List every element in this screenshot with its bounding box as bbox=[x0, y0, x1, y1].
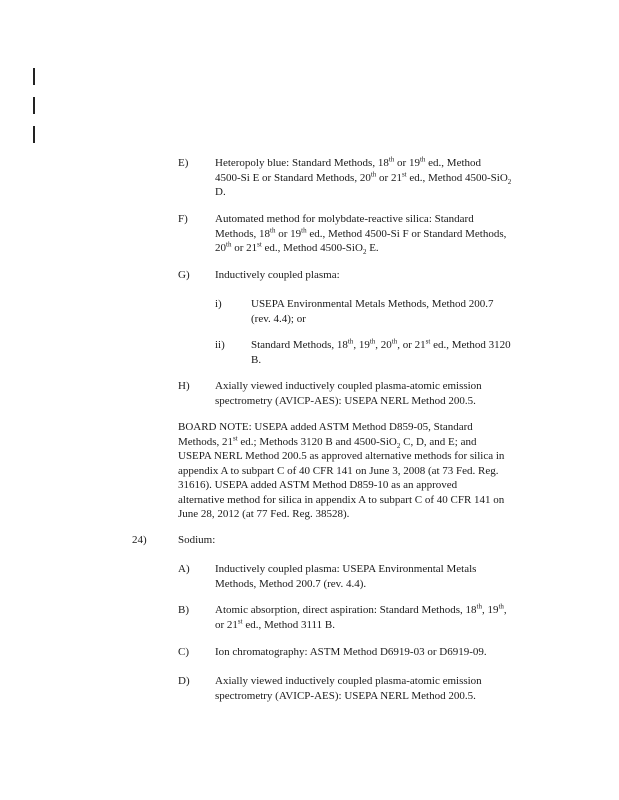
item-f-text bbox=[215, 212, 555, 256]
sodium-b-line-1: Atomic absorption, direct aspiration: Standard Methods, 18th, 19th, bbox=[215, 602, 507, 616]
board-note-line-7: June 28, 2012 (at 77 Fed. Reg. 38528). bbox=[178, 508, 350, 520]
board-note-line-6: alternative method for silica in appendix A to subpart C of 40 CFR 141 on bbox=[178, 493, 505, 506]
item-e-line-2: 4500-Si E or Standard Methods, 20th or 21st ed., Method 4500-SiO$_2$ bbox=[215, 169, 512, 186]
sodium-label-d: D) bbox=[178, 675, 190, 687]
sodium-b-line-2: or 21st ed., Method 3111 B. bbox=[215, 616, 335, 631]
board-note-line-1: BOARD NOTE: USEPA added ASTM Method D859-05, Standard bbox=[178, 421, 473, 433]
subitem-ii-line-1: Standard Methods, 18th, 19th, 20th, or 21st ed., Method 3120 bbox=[251, 337, 511, 351]
item-h-text bbox=[215, 379, 555, 408]
sodium-label-b: B) bbox=[178, 604, 189, 616]
sodium-label-c: C) bbox=[178, 646, 189, 658]
sodium-label-a: A) bbox=[178, 563, 190, 575]
sodium-a-line-2: Methods, Method 200.7 (rev. 4.4). bbox=[215, 577, 367, 590]
sodium-b-text bbox=[215, 603, 555, 632]
item-g-text: Inductively coupled plasma: bbox=[215, 269, 340, 281]
sodium-a-line-1: Inductively coupled plasma: USEPA Environmental Metals bbox=[215, 563, 477, 575]
item-h-line-2: spectrometry (AVICP-AES): USEPA NERL Method 200.5. bbox=[215, 394, 476, 407]
sodium-d-text bbox=[215, 674, 555, 703]
board-note-line-5: 31616). USEPA added ASTM Method D859-10 as an approved bbox=[178, 479, 458, 491]
revision-bar bbox=[33, 126, 35, 143]
board-note-line-2: Methods, 21st ed.; Methods 3120 B and 4500-SiO$_2$ C, D, and E; and bbox=[178, 433, 477, 450]
item-e-text bbox=[215, 156, 555, 200]
item-label-h: H) bbox=[178, 380, 190, 392]
sodium-c-text: Ion chromatography: ASTM Method D6919-03 or D6919-09. bbox=[215, 646, 487, 658]
item-f-line-2: Methods, 18th or 19th ed., Method 4500-Si F or Standard Methods, bbox=[215, 225, 507, 240]
item-e-line-1: Heteropoly blue: Standard Methods, 18th or 19th ed., Method bbox=[215, 155, 482, 169]
sodium-d-line-1: Axially viewed inductively coupled plasma-atomic emission bbox=[215, 675, 482, 687]
sodium-a-text bbox=[215, 562, 555, 591]
item-label-e: E) bbox=[178, 157, 189, 169]
subitem-i-text bbox=[251, 297, 561, 326]
section-number: 24) bbox=[132, 534, 147, 546]
board-note-line-3: USEPA NERL Method 200.5 as approved alternative methods for silica in bbox=[178, 450, 505, 462]
subitem-i-line-1: USEPA Environmental Metals Methods, Method 200.7 bbox=[251, 298, 494, 310]
item-f-line-3: 20th or 21st ed., Method 4500-SiO$_2$ E. bbox=[215, 240, 379, 257]
subitem-label-i: i) bbox=[215, 298, 222, 310]
item-e-line-3: D. bbox=[215, 186, 226, 198]
item-label-g: G) bbox=[178, 269, 190, 281]
revision-bar bbox=[33, 97, 35, 114]
board-note-line-4: appendix A to subpart C of 40 CFR 141 on June 3, 2008 (at 73 Fed. Reg. bbox=[178, 464, 499, 477]
subitem-ii-line-2: B. bbox=[251, 353, 262, 366]
subitem-label-ii: ii) bbox=[215, 339, 225, 351]
item-label-f: F) bbox=[178, 213, 188, 225]
subitem-ii-text bbox=[251, 338, 561, 367]
section-title: Sodium: bbox=[178, 534, 216, 546]
board-note bbox=[178, 420, 558, 522]
subitem-i-line-2: (rev. 4.4); or bbox=[251, 312, 306, 325]
sodium-d-line-2: spectrometry (AVICP-AES): USEPA NERL Method 200.5. bbox=[215, 689, 476, 702]
item-h-line-1: Axially viewed inductively coupled plasma-atomic emission bbox=[215, 380, 482, 392]
revision-bar bbox=[33, 68, 35, 85]
item-f-line-1: Automated method for molybdate-reactive silica: Standard bbox=[215, 213, 474, 225]
